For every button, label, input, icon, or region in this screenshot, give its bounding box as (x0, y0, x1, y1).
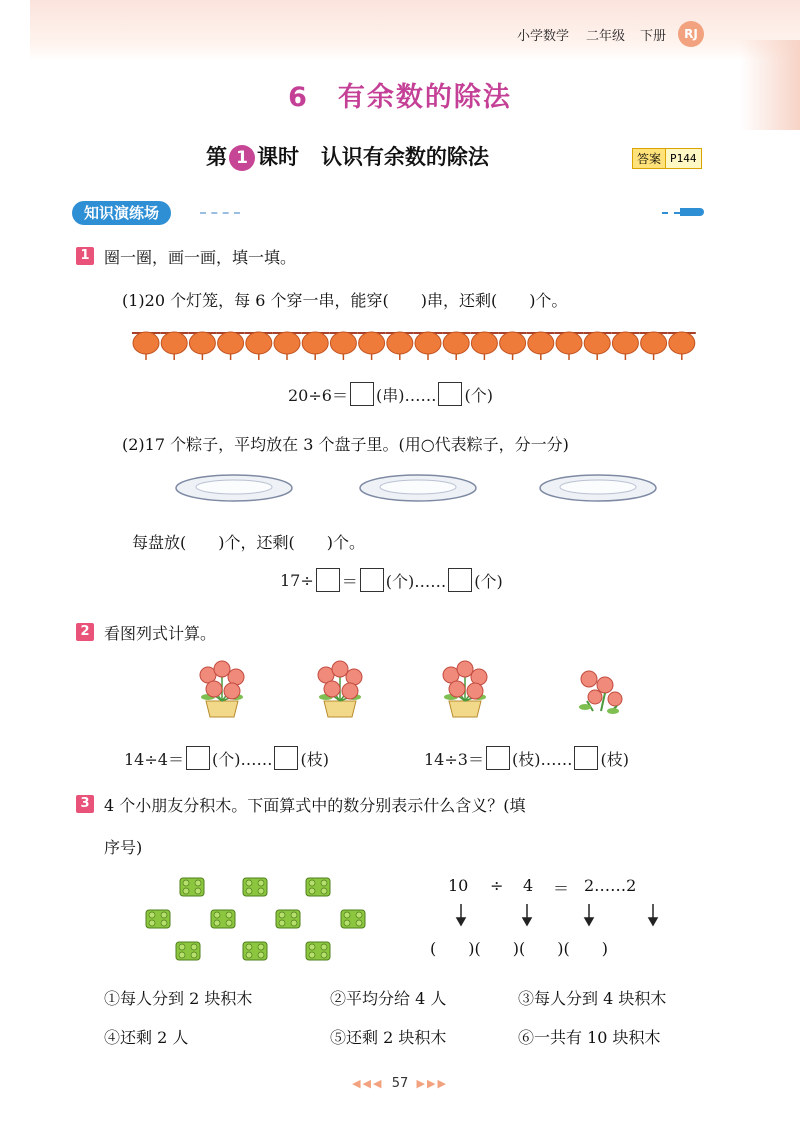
eq-text: (枝) (600, 749, 629, 769)
lantern-icon (329, 332, 357, 360)
arrows (448, 902, 668, 928)
option-4: ④还剩 2 人 (104, 1028, 189, 1047)
eq-text: 20÷6＝ (288, 385, 348, 405)
eq-number: 4 (523, 876, 534, 895)
edition-badge: RJ (678, 21, 704, 47)
lantern-icon (555, 332, 583, 360)
lantern-icon (414, 332, 442, 360)
lantern-icon (132, 332, 160, 360)
q2-equation-1 (124, 746, 329, 770)
lesson-title (206, 141, 489, 171)
answer-page: P144 (665, 149, 701, 168)
block-icon (146, 910, 170, 928)
eq-operator: ＝ (553, 879, 570, 898)
answer-box[interactable] (438, 382, 462, 406)
flower-pots-illustration (180, 655, 640, 725)
answer-label: 答案 (637, 152, 662, 166)
flower-pot-icon (318, 661, 362, 717)
lantern-icon (668, 332, 696, 360)
question-3-number: 3 (76, 795, 94, 813)
next-arrows-icon: ▶▶▶ (416, 1077, 448, 1090)
lantern-icon (386, 332, 414, 360)
question-1-number: 1 (76, 247, 94, 265)
unit-title: 6 有余数的除法 (288, 82, 512, 113)
eq-text: (枝) (300, 749, 329, 769)
section-label: 知识演练场 (72, 201, 171, 225)
block-icon (180, 878, 204, 896)
lesson-name: 认识有余数的除法 (320, 145, 489, 169)
question-2-number: 2 (76, 623, 94, 641)
header-volume: 下册 (640, 29, 667, 44)
lantern-icon (583, 332, 611, 360)
eq-text: 17÷ (280, 570, 314, 590)
lantern-icon (640, 332, 668, 360)
building-blocks (140, 872, 380, 972)
eq-text: (枝)…… (511, 749, 573, 769)
answer-box[interactable] (350, 382, 374, 406)
lantern-icon (188, 332, 216, 360)
question-3-stem-cont: 序号) (104, 838, 143, 857)
option-1: ①每人分到 2 块积木 (104, 989, 253, 1008)
question-3-stem: 4 个小朋友分积木。下面算式中的数分别表示什么含义？(填 (104, 796, 526, 815)
flower-pot-icon (200, 661, 244, 717)
q2-equation-2 (424, 746, 629, 770)
option-6: ⑥一共有 10 块积木 (518, 1028, 661, 1047)
lantern-icon (217, 332, 245, 360)
lantern-icon (527, 332, 555, 360)
answer-box[interactable] (274, 746, 298, 770)
pencil-icon (680, 208, 704, 216)
plate-icon (360, 475, 476, 501)
prev-arrows-icon: ◀◀◀ (352, 1077, 384, 1090)
lantern-icon (470, 332, 498, 360)
answer-box[interactable] (574, 746, 598, 770)
lesson-number-badge: 1 (229, 145, 255, 171)
block-icon (306, 878, 330, 896)
plates-row (172, 470, 672, 510)
section-divider (200, 212, 240, 214)
eq-text: (个)…… (211, 749, 273, 769)
q1-part1-equation (288, 382, 493, 406)
answer-box[interactable] (360, 568, 384, 592)
eq-text: 14÷3＝ (424, 749, 484, 769)
eq-text: 14÷4＝ (124, 749, 184, 769)
q1-part2-equation (280, 568, 503, 592)
block-icon (176, 942, 200, 960)
q1-part1-text: (1)20 个灯笼，每 6 个穿一串，能穿( )串，还剩( )个。 (122, 291, 568, 310)
page-footer (0, 1076, 800, 1091)
page-number: 57 (391, 1076, 409, 1091)
block-icon (243, 942, 267, 960)
eq-number: 10 (448, 876, 469, 895)
header-subject: 小学数学 (517, 29, 570, 44)
answer-box[interactable] (186, 746, 210, 770)
q3-equation (430, 876, 688, 966)
lesson-suffix: 课时 (257, 145, 299, 169)
header-grade: 二年级 (586, 29, 626, 44)
lantern-icon (245, 332, 273, 360)
block-icon (306, 942, 330, 960)
lantern-icon (358, 332, 386, 360)
eq-text: ＝ (341, 571, 358, 591)
eq-operator: ÷ (490, 876, 504, 895)
lantern-icon (499, 332, 527, 360)
block-icon (211, 910, 235, 928)
lantern-icon (611, 332, 639, 360)
plate-icon (540, 475, 656, 501)
block-icon (276, 910, 300, 928)
block-icon (243, 878, 267, 896)
eq-text: (个) (464, 385, 493, 405)
option-2: ②平均分给 4 人 (330, 989, 447, 1008)
block-icon (341, 910, 365, 928)
plate-icon (176, 475, 292, 501)
q1-part2-fill: 每盘放( )个，还剩( )个。 (132, 533, 365, 552)
eq-text: (个) (474, 571, 503, 591)
section-divider-right (662, 212, 680, 214)
answer-reference[interactable] (632, 148, 702, 169)
option-5: ⑤还剩 2 块积木 (330, 1028, 447, 1047)
lesson-prefix: 第 (206, 145, 227, 169)
eq-number: 2……2 (584, 876, 637, 895)
q3-answer-blanks[interactable]: ( )( )( )( ) (430, 939, 608, 958)
lantern-icon (160, 332, 188, 360)
loose-flowers (579, 671, 622, 714)
lantern-icon (301, 332, 329, 360)
eq-text: (个)…… (385, 571, 447, 591)
lantern-icon (442, 332, 470, 360)
eq-text: (串)…… (375, 385, 437, 405)
answer-box[interactable] (316, 568, 340, 592)
option-3: ③每人分到 4 块积木 (518, 989, 667, 1008)
flower-pot-icon (443, 661, 487, 717)
question-1-stem: 圈一圈，画一画，填一填。 (104, 248, 297, 267)
lantern-row (132, 325, 702, 361)
q1-part2-text: (2)17 个粽子，平均放在 3 个盘子里。(用○代表粽子，分一分) (122, 435, 569, 454)
answer-box[interactable] (448, 568, 472, 592)
question-2-stem: 看图列式计算。 (104, 624, 217, 643)
lantern-icon (273, 332, 301, 360)
answer-box[interactable] (486, 746, 510, 770)
